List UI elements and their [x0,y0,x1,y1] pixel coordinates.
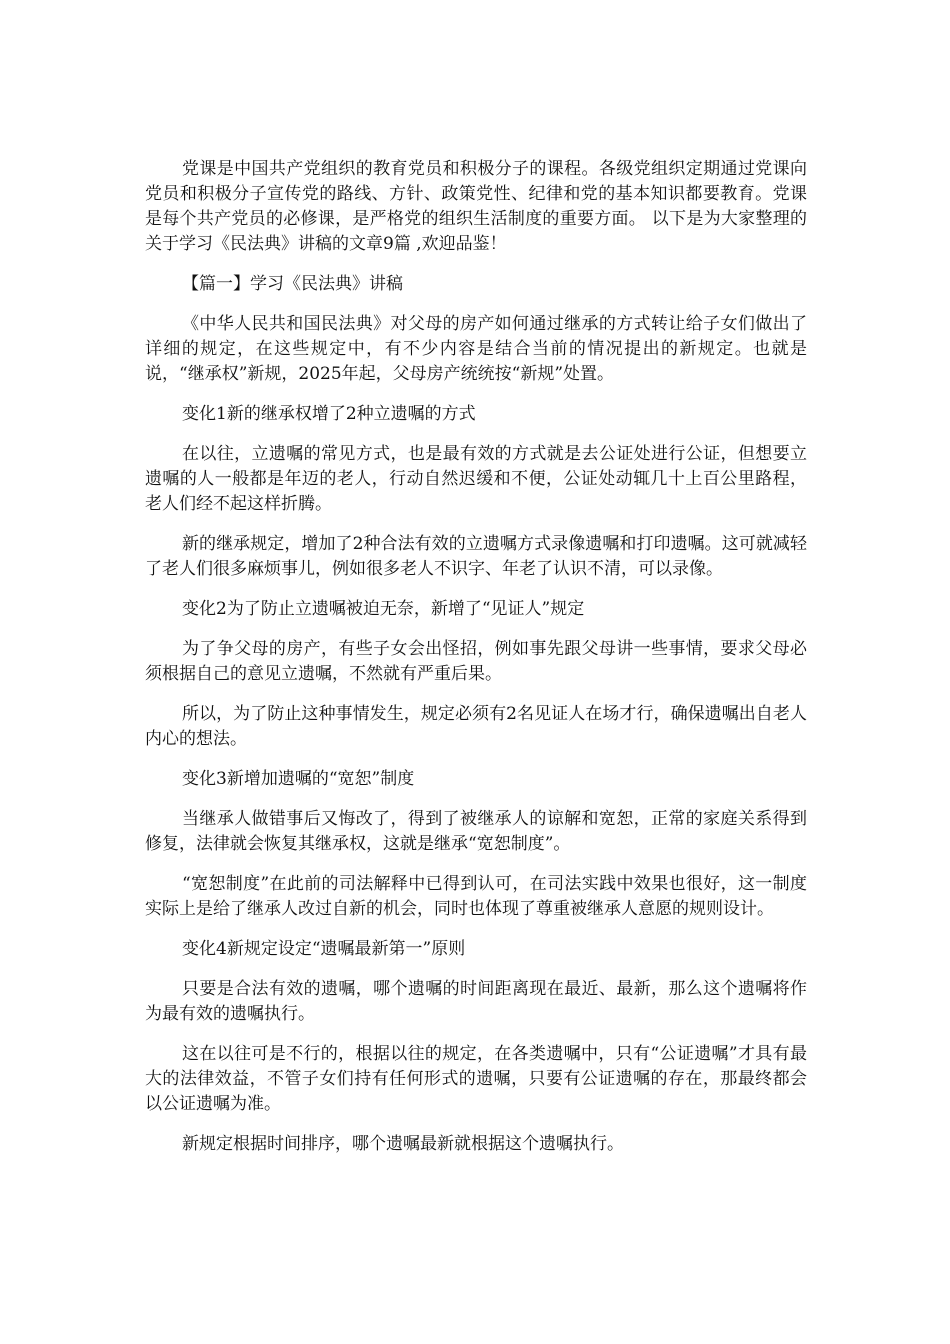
body-paragraph: 当继承人做错事后又悔改了，得到了被继承人的谅解和宽恕，正常的家庭关系得到修复，法律就会恢复其继承权，这就是继承“宽恕制度”。 [145,809,807,854]
body-paragraph: 新的继承规定，增加了2种合法有效的立遗嘱方式录像遗嘱和打印遗嘱。这可就减轻了老人们很多麻烦事儿，例如很多老人不识字、年老了认识不清，可以录像。 [145,534,807,579]
section-title: 【篇一】学习《民法典》讲稿 [182,274,403,294]
intro-paragraph: 党课是中国共产党组织的教育党员和积极分子的课程。各级党组织定期通过党课向党员和积极分子宣传党的路线、方针、政策党性、纪律和党的基本知识都要教育。党课是每个共产党员的必修课，是严格党的组织生活制度的重要方面。 以下是为大家整理的关于学习《民法典》讲稿的文章9篇 ,欢迎品鉴！ [145,159,807,254]
change-heading-1: 变化1新的继承权增了2种立遗嘱的方式 [182,404,476,424]
change-heading-2: 变化2为了防止立遗嘱被迫无奈，新增了“见证人”规定 [182,599,585,619]
body-paragraph: 新规定根据时间排序，哪个遗嘱最新就根据这个遗嘱执行。 [182,1134,624,1154]
body-paragraph: 只要是合法有效的遗嘱，哪个遗嘱的时间距离现在最近、最新，那么这个遗嘱将作为最有效的遗嘱执行。 [145,979,807,1024]
change-heading-4: 变化4新规定设定“遗嘱最新第一”原则 [182,939,466,959]
document-page [145,157,807,1172]
body-paragraph: 在以往，立遗嘱的常见方式，也是最有效的方式就是去公证处进行公证，但想要立遗嘱的人一般都是年迈的老人，行动自然迟缓和不便，公证处动辄几十上百公里路程，老人们经不起这样折腾。 [145,444,807,514]
body-paragraph: “宽恕制度”在此前的司法解释中已得到认可，在司法实践中效果也很好，这一制度实际上是给了继承人改过自新的机会，同时也体现了尊重被继承人意愿的规则设计。 [145,874,807,919]
change-heading-3: 变化3新增加遗嘱的“宽恕”制度 [182,769,415,789]
body-paragraph: 为了争父母的房产，有些子女会出怪招，例如事先跟父母讲一些事情，要求父母必须根据自己的意见立遗嘱，不然就有严重后果。 [145,639,807,684]
body-paragraph: 这在以往可是不行的，根据以往的规定，在各类遗嘱中，只有“公证遗嘱”才具有最大的法律效益，不管子女们持有任何形式的遗嘱，只要有公证遗嘱的存在，那最终都会以公证遗嘱为准。 [145,1044,807,1114]
body-paragraph: 所以，为了防止这种事情发生，规定必须有2名见证人在场才行，确保遗嘱出自老人内心的想法。 [145,704,807,749]
body-paragraph: 《中华人民共和国民法典》对父母的房产如何通过继承的方式转让给子女们做出了详细的规定，在这些规定中，有不少内容是结合当前的情况提出的新规定。也就是说，“继承权”新规，2025年起，父母房产统统按“新规”处置。 [145,314,807,384]
